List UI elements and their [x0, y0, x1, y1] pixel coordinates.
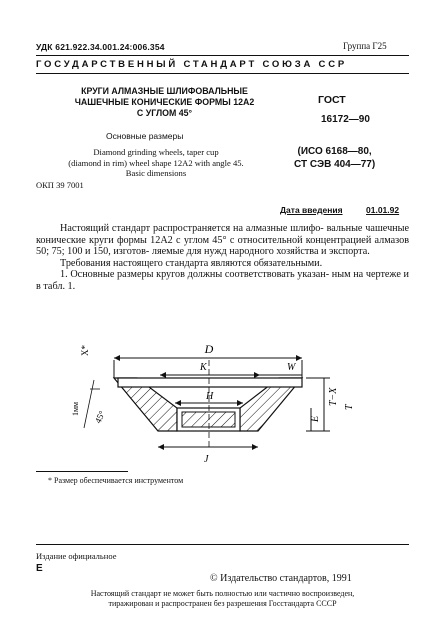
paragraph-line: ным на чертеже и в табл. 1.: [36, 269, 409, 292]
label-angle: 45°: [92, 409, 108, 425]
paragraph-line: относительной концентрацией алмазов 50; 75; 100 и 150, изготов-: [36, 234, 410, 258]
header-rule-bottom: [36, 73, 409, 74]
label-x: X*: [80, 345, 90, 356]
diamond-layer: [118, 378, 302, 387]
label-tx: T−X: [328, 387, 339, 406]
label-mm: 1мм: [71, 401, 80, 416]
label-e: E: [310, 415, 321, 422]
english-title-line: (diamond in rim) wheel shape 12A2 with angle 45.: [68, 157, 244, 168]
english-title: [36, 147, 276, 179]
udk-code: УДК 621.922.34.001.24:006.354: [36, 42, 165, 52]
paragraph-line: 1. Основные размеры кругов должны соответствовать указан-: [60, 269, 330, 281]
english-title-line: Basic dimensions: [125, 168, 187, 178]
title-line: С УГЛОМ 45°: [136, 108, 193, 118]
edition-mark: Е: [36, 563, 43, 574]
gost-label: ГОСТ: [318, 94, 346, 106]
label-h: H: [206, 391, 214, 402]
paragraph-line: Настоящий стандарт распространяется на алмазные шлифо-: [60, 223, 324, 234]
english-title-line: Diamond grinding wheels, taper cup: [93, 147, 219, 157]
paragraph-line: ляемые для нужд народного хозяйства и экспорта.: [151, 246, 370, 258]
notice-line: Настоящий стандарт не может быть полностью или частично воспроизведен,: [90, 589, 355, 598]
paragraph-line: вальные чашечные конические круги формы 12А2 с углом 45° с: [36, 223, 410, 246]
paragraph-dimensions: [36, 269, 409, 292]
copyright: © Издательство стандартов, 1991: [210, 573, 352, 584]
label-w: W: [287, 362, 296, 373]
label-k: K: [200, 362, 207, 373]
paragraph-mandatory: Требования настоящего стандарта являются обязательными.: [60, 257, 323, 269]
header-rule-top: [36, 55, 409, 56]
document-title: [62, 86, 267, 119]
label-t: T: [344, 404, 355, 410]
body-text: [36, 223, 409, 293]
standard-references: [294, 145, 375, 171]
title-line: КРУГИ АЛМАЗНЫЕ ШЛИФОВАЛЬНЫЕ: [81, 86, 248, 96]
subtitle: Основные размеры: [106, 131, 184, 141]
footnote: * Размер обеспечивается инструментом: [48, 476, 184, 485]
iso-reference: (ИСО 6168—80,: [297, 146, 372, 157]
sev-reference: СТ СЭВ 404—77): [294, 159, 376, 170]
date-label: Дата введения: [280, 205, 343, 215]
official-edition-label: Издание официальное: [36, 551, 117, 561]
title-line: ЧАШЕЧНЫЕ КОНИЧЕСКИЕ ФОРМЫ 12А2: [74, 97, 255, 107]
label-j: J: [204, 454, 209, 465]
notice-line: тиражирован и распространен без разрешения Госстандарта СССР: [108, 599, 337, 608]
footnote-rule: [36, 471, 128, 472]
label-d: D: [204, 342, 214, 356]
date-value: 01.01.92: [366, 205, 400, 215]
official-rule: [36, 544, 409, 545]
okp-code: ОКП 39 7001: [36, 180, 84, 190]
wheel-drawing: [70, 340, 360, 465]
paragraph-scope: [36, 223, 409, 258]
copyright-notice: [36, 589, 409, 609]
standard-header: ГОСУДАРСТВЕННЫЙ СТАНДАРТ СОЮЗА ССР: [36, 59, 348, 70]
group-code: Группа Г25: [343, 41, 387, 51]
gost-number: 16172—90: [321, 114, 370, 125]
